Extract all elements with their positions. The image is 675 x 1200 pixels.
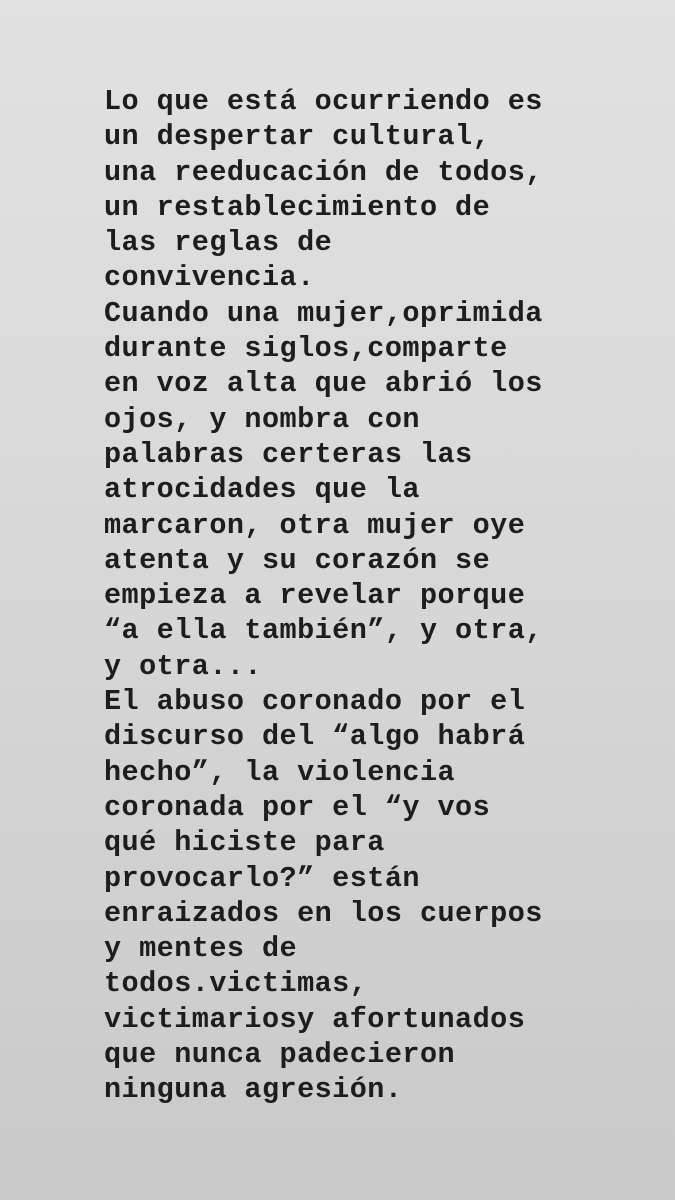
text-line: un despertar cultural, bbox=[104, 120, 491, 154]
text-line: coronada por el “y vos bbox=[104, 790, 491, 824]
text-line: discurso del “algo habrá bbox=[104, 720, 526, 754]
text-line: victimariosy afortunados bbox=[104, 1002, 526, 1036]
text-line: Cuando una mujer,oprimida bbox=[104, 296, 543, 330]
text-line: palabras certeras las bbox=[104, 437, 473, 471]
text-line: ninguna agresión. bbox=[104, 1073, 403, 1107]
text-line: convivencia. bbox=[104, 261, 315, 295]
text-line: un restablecimiento de bbox=[104, 190, 491, 224]
text-line: las reglas de bbox=[104, 226, 333, 260]
text-line: qué hiciste para bbox=[104, 826, 385, 860]
text-line: “a ella también”, y otra, bbox=[104, 614, 543, 648]
text-line: El abuso coronado por el bbox=[104, 685, 526, 719]
text-line: ojos, y nombra con bbox=[104, 402, 420, 436]
text-line: y mentes de bbox=[104, 932, 298, 966]
text-line: y otra... bbox=[104, 649, 262, 683]
text-line: marcaron, otra mujer oye bbox=[104, 508, 526, 542]
text-line: provocarlo?” están bbox=[104, 861, 420, 895]
text-line: empieza a revelar porque bbox=[104, 579, 526, 613]
text-line: una reeducación de todos, bbox=[104, 155, 543, 189]
text-line: Lo que está ocurriendo es bbox=[104, 85, 543, 118]
text-line: enraizados en los cuerpos bbox=[104, 896, 543, 930]
story-text bbox=[104, 84, 664, 1108]
text-line: todos.victimas, bbox=[104, 967, 368, 1001]
text-line: atenta y su corazón se bbox=[104, 543, 491, 577]
text-line: atrocidades que la bbox=[104, 473, 420, 507]
text-line: durante siglos,comparte bbox=[104, 332, 508, 366]
text-line: que nunca padecieron bbox=[104, 1038, 456, 1072]
text-line: hecho”, la violencia bbox=[104, 755, 456, 789]
text-line: en voz alta que abrió los bbox=[104, 367, 543, 401]
